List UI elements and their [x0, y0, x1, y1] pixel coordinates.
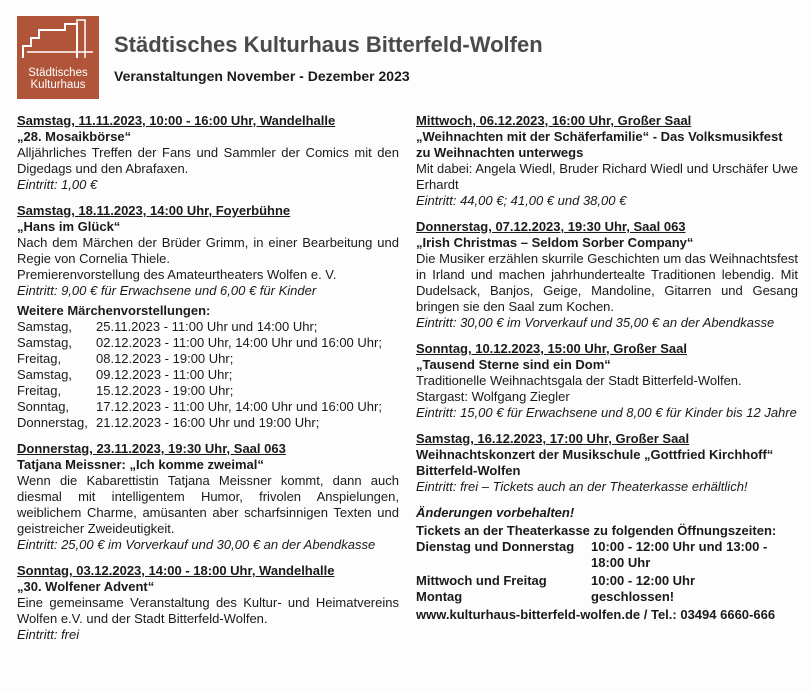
event-description: Nach dem Märchen der Brüder Grimm, in einer Bearbeitung und Regie von Cornelia Thiele. — [17, 235, 399, 266]
event-title: „Hans im Glück“ — [17, 219, 121, 234]
event-date-heading: Mittwoch, 06.12.2023, 16:00 Uhr, Großer Saal — [416, 113, 692, 128]
event-description-2: Stargast: Wolfgang Ziegler — [416, 389, 570, 404]
event-price: Eintritt: frei – Tickets auch an der Theaterkasse erhältlich! — [416, 479, 748, 494]
event-description: Eine gemeinsame Veranstaltung des Kultur- und Heimatvereins Wolfen e.V. und der Stadt Bitterfeld-Wolfen. — [17, 595, 399, 626]
logo-line-2: Kulturhaus — [30, 79, 86, 91]
hours-days: Dienstag und Donnerstag — [416, 539, 575, 554]
event-description: Traditionelle Weihnachtsgala der Stadt Bitterfeld-Wolfen. — [416, 373, 742, 388]
event-description: Wenn die Kabarettistin Tatjana Meissner kommt, dann auch diesmal mit intelligentem Humor, frivolen Anspielungen, weiblichem Charme, amüsanten aber scharfsinnigen Texten und geistreicher Zweideutigkeit. — [17, 473, 399, 536]
event-irish-christmas — [416, 219, 798, 331]
event-price: Eintritt: 9,00 € für Erwachsene und 6,00 € für Kinder — [17, 283, 317, 298]
date-day: Freitag, — [17, 351, 62, 366]
event-wolfener-advent — [17, 563, 399, 643]
event-weihnachtskonzert — [416, 431, 798, 495]
more-performances-heading: Weitere Märchenvorstellungen: — [17, 303, 211, 318]
changes-notice: Änderungen vorbehalten! — [416, 505, 575, 520]
event-tatjana-meissner — [17, 441, 399, 553]
event-date-heading: Sonntag, 10.12.2023, 15:00 Uhr, Großer Saal — [416, 341, 687, 356]
event-description: Mit dabei: Angela Wiedl, Bruder Richard Wiedl und Urschäfer Uwe Erhardt — [416, 161, 798, 192]
hours-days: Montag — [416, 589, 463, 604]
contact-footer: www.kulturhaus-bitterfeld-wolfen.de / Tel.: 03494 6660-666 — [416, 607, 776, 622]
date-info: 17.12.2023 - 11:00 Uhr, 14:00 Uhr und 16:00 Uhr; — [96, 399, 382, 414]
date-day: Donnerstag, — [17, 415, 88, 430]
event-price: Eintritt: 15,00 € für Erwachsene und 8,00 € für Kinder bis 12 Jahre — [416, 405, 797, 420]
event-title: „Weihnachten mit der Schäferfamilie“ - Das Volksmusikfest zu Weihnachten unterwegs — [416, 129, 783, 160]
hours-time: 10:00 - 12:00 Uhr und 13:00 - 18:00 Uhr — [591, 539, 768, 570]
opening-hours-table — [416, 539, 798, 605]
date-day: Freitag, — [17, 383, 62, 398]
event-description: Alljährliches Treffen der Fans und Sammler der Comics mit den Digedags und den Abrafaxen. — [17, 145, 399, 176]
event-date-heading: Samstag, 16.12.2023, 17:00 Uhr, Großer Saal — [416, 431, 690, 446]
event-date-heading: Samstag, 18.11.2023, 14:00 Uhr, Foyerbühne — [17, 203, 291, 218]
hours-time: geschlossen! — [591, 589, 675, 604]
date-info: 02.12.2023 - 11:00 Uhr, 14:00 Uhr und 16:00 Uhr; — [96, 335, 382, 350]
event-title: Tatjana Meissner: „Ich komme zweimal“ — [17, 457, 264, 472]
event-schaeferfamilie — [416, 113, 798, 209]
hours-days: Mittwoch und Freitag — [416, 573, 547, 588]
event-price: Eintritt: frei — [17, 627, 80, 642]
page-subtitle: Veranstaltungen November - Dezember 2023 — [114, 68, 410, 84]
event-date-heading: Donnerstag, 07.12.2023, 19:30 Uhr, Saal 063 — [416, 219, 686, 234]
date-day: Samstag, — [17, 367, 72, 382]
date-info: 15.12.2023 - 19:00 Uhr; — [96, 383, 234, 398]
date-info: 21.12.2023 - 16:00 Uhr und 19:00 Uhr; — [96, 415, 320, 430]
event-title: „Tausend Sterne sind ein Dom“ — [416, 357, 611, 372]
right-column — [416, 113, 798, 623]
date-info: 09.12.2023 - 11:00 Uhr; — [96, 367, 233, 382]
event-description: Die Musiker erzählen skurrile Geschichten um das Weihnachtsfest in Irland und machen jahrhundertealte Traditionen lebendig. Mit Dudelsack, Banjos, Geige, Mandoline, Gitarren und Gesang bringen sie den Saal zum Kochen. — [416, 251, 798, 314]
date-info: 08.12.2023 - 19:00 Uhr; — [96, 351, 234, 366]
event-hans-im-glueck — [17, 203, 399, 431]
date-info: 25.11.2023 - 11:00 Uhr und 14:00 Uhr; — [96, 319, 318, 334]
performance-dates-list — [17, 319, 399, 431]
event-title: Weihnachtskonzert der Musikschule „Gottfried Kirchhoff“ Bitterfeld-Wolfen — [416, 447, 774, 478]
date-day: Samstag, — [17, 319, 72, 334]
date-day: Sonntag, — [17, 399, 70, 414]
event-date-heading: Samstag, 11.11.2023, 10:00 - 16:00 Uhr, Wandelhalle — [17, 113, 336, 128]
left-column — [17, 113, 399, 653]
logo-line-1: Städtisches — [28, 67, 88, 79]
event-tausend-sterne — [416, 341, 798, 421]
event-mosaikboerse — [17, 113, 399, 193]
event-price: Eintritt: 25,00 € im Vorverkauf und 30,00 € an der Abendkasse — [17, 537, 376, 552]
event-title: „Irish Christmas – Seldom Sorber Company“ — [416, 235, 694, 250]
event-description-2: Premierenvorstellung des Amateurtheaters Wolfen e. V. — [17, 267, 337, 282]
event-price: Eintritt: 30,00 € im Vorverkauf und 35,00 € an der Abendkasse — [416, 315, 775, 330]
event-title: „28. Mosaikbörse“ — [17, 129, 132, 144]
box-office-heading: Tickets an der Theaterkasse zu folgenden Öffnungszeiten: — [416, 523, 777, 538]
page-title: Städtisches Kulturhaus Bitterfeld-Wolfen — [114, 32, 543, 57]
hours-time: 10:00 - 12:00 Uhr — [591, 573, 696, 588]
kulturhaus-logo — [17, 16, 99, 99]
event-date-heading: Sonntag, 03.12.2023, 14:00 - 18:00 Uhr, Wandelhalle — [17, 563, 335, 578]
event-price: Eintritt: 44,00 €; 41,00 € und 38,00 € — [416, 193, 627, 208]
event-title: „30. Wolfener Advent“ — [17, 579, 155, 594]
event-price: Eintritt: 1,00 € — [17, 177, 98, 192]
event-date-heading: Donnerstag, 23.11.2023, 19:30 Uhr, Saal 063 — [17, 441, 286, 456]
date-day: Samstag, — [17, 335, 72, 350]
